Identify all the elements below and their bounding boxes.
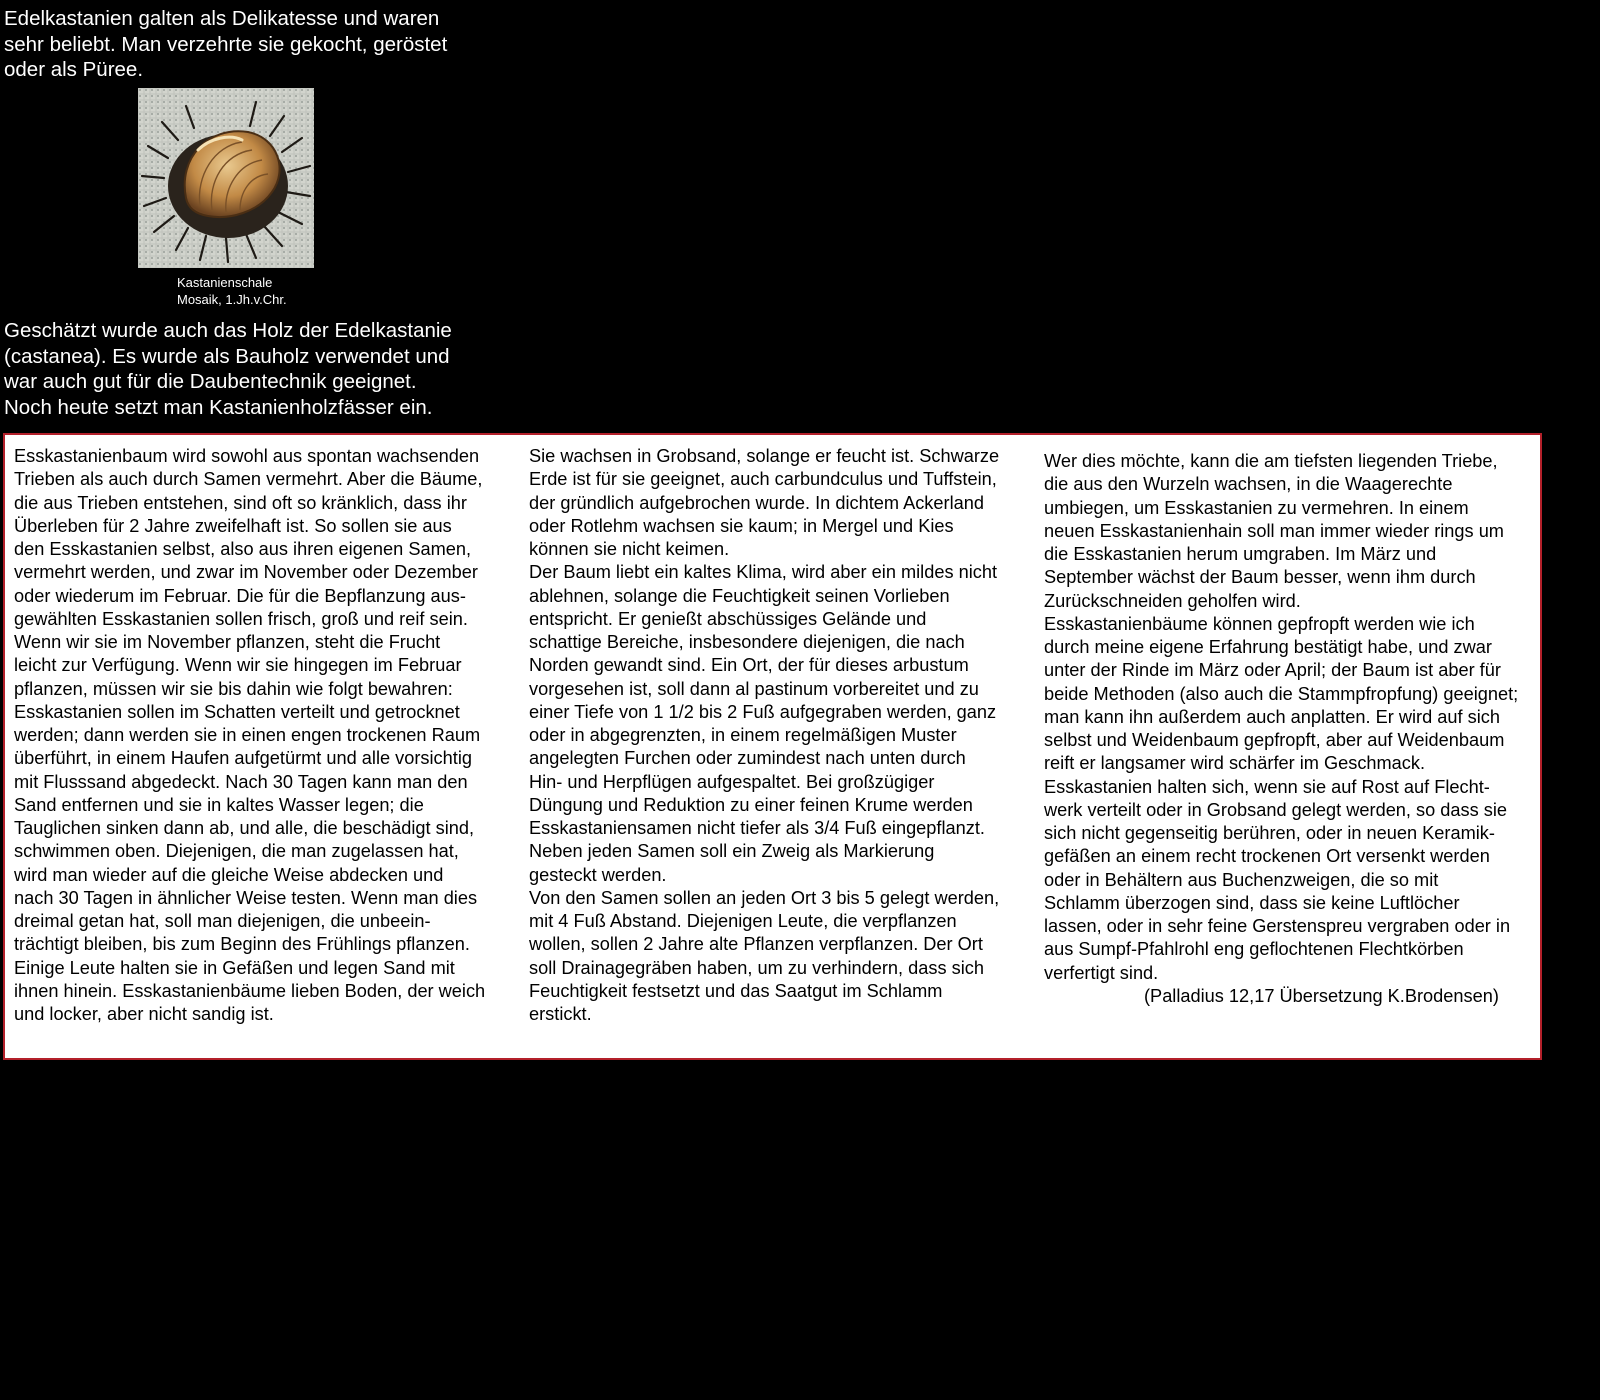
text-column-3 (1044, 450, 1544, 1008)
intro-paragraph-top: Edelkastanien galten als Delikatesse und waren sehr beliebt. Man verzehrte sie gekocht, geröstet oder als Püree. (4, 7, 448, 81)
translation-text-box (3, 433, 1542, 1060)
intro-paragraph-bottom: Geschätzt wurde auch das Holz der Edelkastanie (castanea). Es wurde als Bauholz verwendet und war auch gut für die Daubentechnik geeignet. Noch heute setzt man Kastanienholzfässer ein. (4, 319, 452, 419)
image-caption (177, 274, 287, 308)
text-column-2: Sie wachsen in Grobsand, solange er feucht ist. Schwarze Erde ist für sie geeignet, auch carbundculus und Tuffstein, der gründlich aufgebrochen wurde. In dichtem Ackerland oder Rotlehm wachsen sie kaum; in Mergel und Kies können sie nicht keimen. Der Baum liebt ein kaltes Klima, wird aber ein mildes nicht ablehnen, solange die Feuchtigkeit seinen Vorlieben entspricht. Er genießt abschüssiges Gelände und schattige Bereiche, insbesondere diejenigen, die nach Norden gewandt sind. Ein Ort, der für dieses arbustum vorgesehen ist, soll dann al pastinum vorbereitet und zu einer Tiefe von 1 1/2 bis 2 Fuß aufgegraben werden, ganz oder in abgegrenzten, in einem regelmäßigen Muster angelegten Furchen oder zumindest nach unten durch Hin- und Herpflügen aufgespaltet. Bei großzügiger Düngung und Reduktion zu einer feinen Krume werden Esskastaniensamen nicht tiefer als 3/4 Fuß eingepflanzt. Neben jeden Samen soll ein Zweig als Markierung gesteckt werden. Von den Samen sollen an jeden Ort 3 bis 5 gelegt werden, mit 4 Fuß Abstand. Diejenigen Leute, die verpflanzen wollen, sollen 2 Jahre alte Pflanzen verpflanzen. Der Ort soll Drainagegräben haben, um zu verhindern, dass sich Feuchtigkeit festsetzt und das Saatgut im Schlamm erstickt. (529, 446, 1000, 1024)
caption-subtitle: Mosaik, 1.Jh.v.Chr. (177, 292, 287, 307)
chestnut-husk-mosaic-image (138, 88, 314, 268)
text-column-1: Esskastanienbaum wird sowohl aus spontan wachsenden Trieben als auch durch Samen vermehrt. Aber die Bäume, die aus Trieben entstehen, sind oft so kränklich, dass ihr Überleben für 2 Jahre zweifelhaft ist. So sollen sie aus den Esskastanien selbst, also aus ihren eigenen Samen, vermehrt werden, und zwar im November oder Dezember oder wiederum im Februar. Die für die Bepflanzung aus- gewählten Esskastanien sollen frisch, groß und reif sein. Wenn wir sie im November pflanzen, steht die Frucht leicht zur Verfügung. Wenn wir sie hingegen im Februar pflanzen, müssen wir sie bis dahin wie folgt bewahren: Esskastanien sollen im Schatten verteilt und getrocknet werden; dann werden sie in einen engen trockenen Raum überführt, in einem Haufen aufgetürmt und alle vorsichtig mit Flusssand abgedeckt. Nach 30 Tagen kann man den Sand entfernen und sie in kaltes Wasser legen; die Tauglichen sinken dann ab, und alle, die beschädigt sind, schwimmen oben. Diejenigen, die man zugelassen hat, wird man wieder auf die gleiche Weise abdecken und nach 30 Tagen in ähnlicher Weise testen. Wenn man dies dreimal getan hat, soll man diejenigen, die unbeein- trächtigt bleiben, bis zum Beginn des Frühlings pflanzen. Einige Leute halten sie in Gefäßen und legen Sand mit ihnen hinein. Esskastanienbäume lieben Boden, der weich und locker, aber nicht sandig ist. (14, 446, 486, 1024)
caption-title: Kastanienschale (177, 275, 273, 290)
source-citation: (Palladius 12,17 Übersetzung K.Brodensen) (1144, 985, 1499, 1006)
text-column-3-body: Wer dies möchte, kann die am tiefsten liegenden Triebe, die aus den Wurzeln wachsen, in die Waagerechte umbiegen, um Esskastanien zu vermehren. In einem neuen Esskastanienhain soll man immer wieder rings um die Esskastanien herum umgraben. Im März und September wächst der Baum besser, wenn ihm durch Zurückschneiden geholfen wird. Esskastanienbäume können gepfropft werden wie ich durch meine eigene Erfahrung bestätigt habe, und zwar unter der Rinde im März oder April; der Baum ist aber für beide Methoden (also auch die Stammpfropfung) geeignet; man kann ihn außerdem auch anplatten. Er wird auf sich selbst und Weidenbaum gepfropft, aber auf Weidenbaum reift er langsamer wird schärfer im Geschmack. Esskastanien halten sich, wenn sie auf Rost auf Flecht- werk verteilt oder in Grobsand gelegt werden, so dass sie sich nicht gegenseitig berühren, oder in neuen Keramik- gefäßen an einem recht trockenen Ort versenkt werden oder in Behältern aus Buchenzweigen, die so mit Schlamm überzogen sind, dass sie keine Luftlöcher lassen, oder in sehr feine Gerstenspreu vergraben oder in aus Sumpf-Pfahlrohl eng geflochtenen Flechtkörben verfertigt sind. (1044, 451, 1519, 983)
